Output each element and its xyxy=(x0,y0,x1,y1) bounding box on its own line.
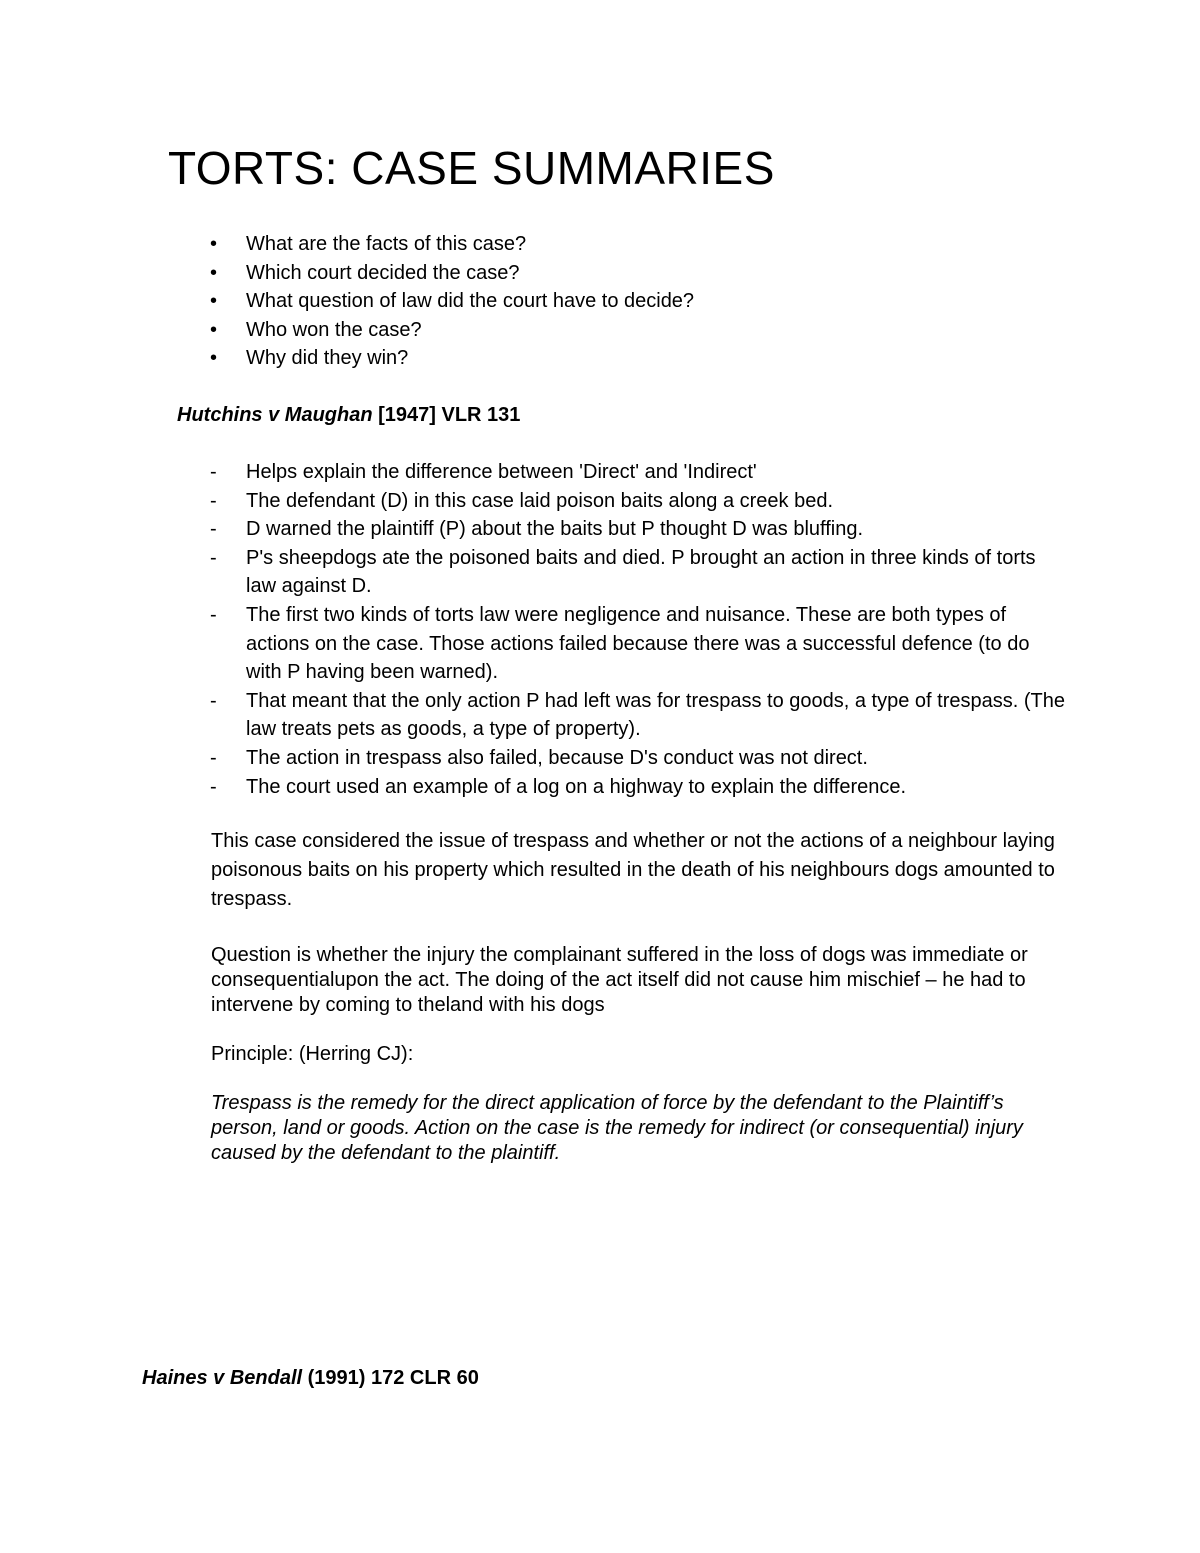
list-item xyxy=(210,773,1070,802)
dash-marker: - xyxy=(210,489,217,512)
case-citation: (1991) 172 CLR 60 xyxy=(302,1367,479,1389)
list-item xyxy=(210,287,694,316)
case-name: Haines v Bendall xyxy=(142,1367,303,1389)
list-item xyxy=(210,344,694,373)
list-item xyxy=(210,316,694,345)
point-text: Helps explain the difference between 'Direct' and 'Indirect' xyxy=(246,461,757,483)
point-text: D warned the plaintiff (P) about the baits but P thought D was bluffing. xyxy=(246,518,864,541)
dash-marker: - xyxy=(210,746,217,769)
list-item xyxy=(210,687,1070,744)
list-item xyxy=(210,601,1070,687)
dash-marker: - xyxy=(210,603,217,626)
dash-marker: - xyxy=(210,689,217,712)
case-summary-paragraph: This case considered the issue of trespass and whether or not the actions of a neighbour laying poisonous baits on his property which resulted in the death of his neighbours dogs amounted to trespass. xyxy=(211,830,1055,910)
list-item xyxy=(210,515,1070,544)
bullet-marker: • xyxy=(210,318,218,341)
point-text: The action in trespass also failed, because D's conduct was not direct. xyxy=(246,746,868,769)
case-citation: [1947] VLR 131 xyxy=(372,404,521,426)
case-name: Hutchins v Maughan xyxy=(177,404,373,426)
question-text: Why did they win? xyxy=(246,347,409,370)
question-text: What question of law did the court have to decide? xyxy=(246,290,695,313)
bullet-marker: • xyxy=(210,347,218,370)
point-text: That meant that the only action P had left was for trespass to goods, a type of trespass. (The law treats pets as goods, a type of property). xyxy=(246,689,1065,741)
question-text: Who won the case? xyxy=(246,318,422,341)
question-list xyxy=(210,230,694,373)
question-text: What are the facts of this case? xyxy=(246,233,527,255)
list-item xyxy=(210,744,1070,773)
list-item xyxy=(210,259,694,288)
list-item xyxy=(210,458,1070,487)
case-heading xyxy=(177,401,520,429)
dash-marker: - xyxy=(210,518,217,541)
principle-quote: Trespass is the remedy for the direct application of force by the defendant to the Plaintiff’s person, land or goods. Action on the case is the remedy for indirect (or consequential) injury caused by the defendant to the plaintiff. xyxy=(211,1092,1023,1164)
list-item xyxy=(210,544,1070,601)
dash-marker: - xyxy=(210,546,217,569)
question-paragraph: Question is whether the injury the complainant suffered in the loss of dogs was immediate or consequentialupon the act. The doing of the act itself did not cause him mischief – he had to intervene by coming to theland with his dogs xyxy=(211,944,1028,1016)
list-item xyxy=(210,230,694,259)
principle-label: Principle: (Herring CJ): xyxy=(211,1043,414,1065)
list-item xyxy=(210,487,1070,516)
case-points-list xyxy=(210,458,1070,801)
bullet-marker: • xyxy=(210,233,218,255)
point-text: P's sheepdogs ate the poisoned baits and died. P brought an action in three kinds of torts law against D. xyxy=(246,546,1036,598)
bullet-marker: • xyxy=(210,290,218,313)
point-text: The court used an example of a log on a highway to explain the difference. xyxy=(246,775,907,798)
point-text: The defendant (D) in this case laid poison baits along a creek bed. xyxy=(246,489,834,512)
question-text: Which court decided the case? xyxy=(246,261,520,284)
page-title: TORTS: CASE SUMMARIES xyxy=(168,142,775,194)
case-heading xyxy=(142,1364,479,1392)
bullet-marker: • xyxy=(210,261,218,284)
dash-marker: - xyxy=(210,775,217,798)
point-text: The first two kinds of torts law were negligence and nuisance. These are both types of actions on the case. Those actions failed because there was a successful defence (to do with P having been warned). xyxy=(246,603,1030,684)
dash-marker: - xyxy=(210,461,217,483)
